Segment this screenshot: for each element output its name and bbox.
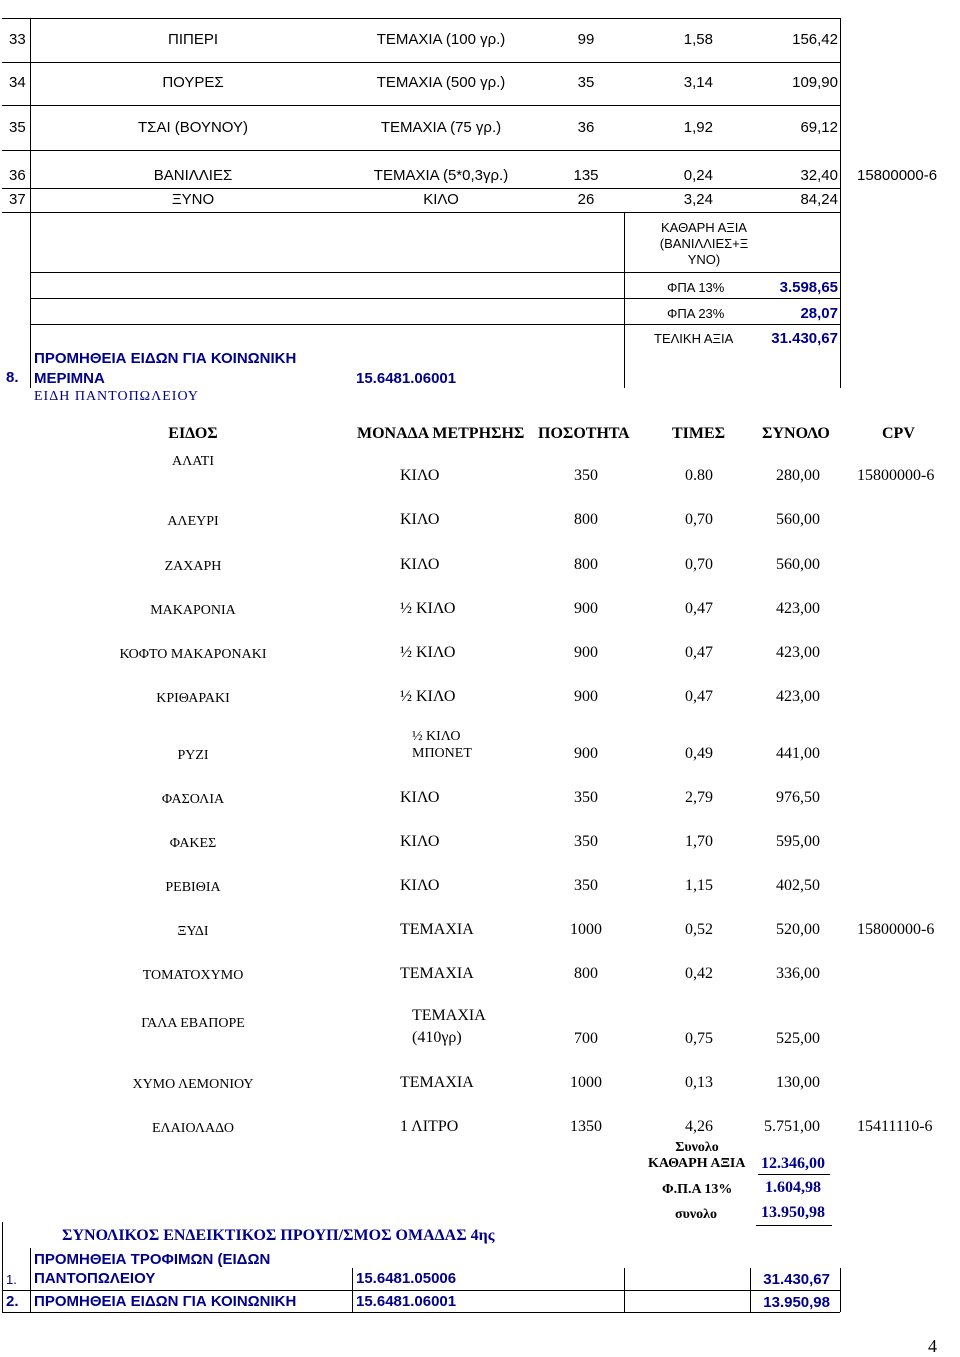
- vat13-label: ΦΠΑ 13%: [667, 280, 725, 295]
- header-total: ΣΥΝΟΛΟ: [762, 425, 830, 442]
- item-name: ΕΛΑΙΟΛΑΔΟ: [151, 1121, 235, 1136]
- item-name: ΒΑΝΙΛΛΙΕΣ: [153, 167, 233, 184]
- item-unit-line2: ΜΠΟΝΕΤ: [412, 746, 472, 761]
- sum-label: Συνολο: [675, 1140, 719, 1155]
- item-total: 69,12: [800, 119, 838, 136]
- item-unit-price: 0,13: [685, 1074, 713, 1091]
- item-unit: ½ ΚΙΛΟ: [400, 688, 456, 705]
- item-unit-price: 0,24: [683, 167, 713, 184]
- item-unit: ΚΙΛΟ: [423, 191, 459, 208]
- group-row-1-no: 1.: [6, 1272, 17, 1287]
- item-name: ΤΟΜΑΤΟΧΥΜΟ: [142, 968, 244, 983]
- item-quantity: 800: [574, 556, 598, 573]
- item-unit-price: 0,42: [685, 965, 713, 982]
- row-number: 35: [9, 119, 26, 136]
- section-title: ΠΡΟΜΗΘΕΙΑ ΕΙΔΩΝ ΓΙΑ ΚΟΙΝΩΝΙΚΗ: [34, 350, 297, 367]
- item-total: 130,00: [776, 1074, 820, 1091]
- item-quantity: 135: [573, 167, 599, 184]
- item-quantity: 350: [574, 789, 598, 806]
- item-name: ΑΛΕΥΡΙ: [167, 514, 219, 529]
- item-quantity: 900: [574, 644, 598, 661]
- item-unit: ΤΕΜΑΧΙΑ (75 γρ.): [380, 119, 502, 136]
- item-unit-price: 2,79: [685, 789, 713, 806]
- item-name: ΜΑΚΑΡΟΝΙΑ: [150, 603, 236, 618]
- item-unit-price: 0,70: [685, 511, 713, 528]
- group-row-1-title: ΠΡΟΜΗΘΕΙΑ ΤΡΟΦΙΜΩΝ (ΕΙΔΩΝ: [34, 1251, 271, 1268]
- group-row-1-amount: 31.430,67: [763, 1271, 830, 1288]
- item-unit-price: 3,14: [683, 74, 713, 91]
- item-total: 423,00: [776, 688, 820, 705]
- section-title-line2: ΜΕΡΙΜΝΑ: [34, 370, 105, 387]
- row-number: 33: [9, 31, 26, 48]
- item-quantity: 1350: [570, 1118, 602, 1135]
- item-unit: ΚΙΛΟ: [400, 556, 440, 573]
- item-quantity: 800: [574, 511, 598, 528]
- item-total: 32,40: [800, 167, 838, 184]
- item-quantity: 350: [574, 467, 598, 484]
- vat23-label: ΦΠΑ 23%: [667, 306, 725, 321]
- item-unit: ΤΕΜΑΧΙΑ: [412, 1007, 486, 1024]
- item-quantity: 800: [574, 965, 598, 982]
- item-name: ΠΙΠΕΡΙ: [167, 31, 219, 48]
- item-unit-price: 0,47: [685, 688, 713, 705]
- item-unit: ΤΕΜΑΧΙΑ (100 γρ.): [376, 31, 506, 48]
- group-row-1-code: 15.6481.05006: [356, 1270, 457, 1287]
- item-unit-price: 0,75: [685, 1030, 713, 1047]
- item-name: ΞΥΝΟ: [171, 191, 215, 208]
- item-name: ΧΥΜΟ ΛΕΜΟΝΙΟΥ: [132, 1077, 254, 1092]
- item-quantity: 26: [577, 191, 595, 208]
- item-total: 520,00: [776, 921, 820, 938]
- item-name: ΤΣΑΙ (ΒΟΥΝΟΥ): [138, 119, 248, 136]
- header-unit: ΜΟΝΑΔΑ ΜΕΤΡΗΣΗΣ: [357, 425, 525, 442]
- vat13-value: 3.598,65: [779, 279, 838, 296]
- item-unit-price: 0.80: [685, 467, 713, 484]
- item-total: 5.751,00: [764, 1118, 820, 1135]
- vat-value: 1.604,98: [765, 1179, 821, 1196]
- item-unit: ΚΙΛΟ: [400, 511, 440, 528]
- item-total: 109,90: [792, 74, 838, 91]
- section-number: 8.: [6, 369, 19, 386]
- item-total: 156,42: [792, 31, 838, 48]
- item-unit: ½ ΚΙΛΟ: [400, 600, 456, 617]
- net-value-label: ΚΑΘΑΡΗ ΑΞΙΑ: [661, 220, 747, 235]
- item-total: 280,00: [776, 467, 820, 484]
- final-value-label: ΤΕΛΙΚΗ ΑΞΙΑ: [654, 331, 734, 346]
- item-unit-price: 0,47: [685, 644, 713, 661]
- item-unit: ½ ΚΙΛΟ: [412, 729, 461, 744]
- item-total: 525,00: [776, 1030, 820, 1047]
- item-quantity: 900: [574, 600, 598, 617]
- item-unit: ΚΙΛΟ: [400, 467, 440, 484]
- item-unit: ½ ΚΙΛΟ: [400, 644, 456, 661]
- item-unit-price: 3,24: [683, 191, 713, 208]
- item-name: ΖΑΧΑΡΗ: [164, 559, 222, 574]
- item-unit-line2: (410γρ): [412, 1029, 462, 1046]
- section-subtitle: ΕΙΔΗ ΠΑΝΤΟΠΩΛΕΙΟΥ: [34, 389, 199, 404]
- item-quantity: 36: [577, 119, 595, 136]
- item-quantity: 900: [574, 745, 598, 762]
- item-unit-price: 0,52: [685, 921, 713, 938]
- item-unit: ΤΕΜΑΧΙΑ: [400, 921, 474, 938]
- item-unit-price: 1,70: [685, 833, 713, 850]
- item-total: 84,24: [800, 191, 838, 208]
- item-quantity: 350: [574, 833, 598, 850]
- item-quantity: 35: [577, 74, 595, 91]
- group-row-2-title: ΠΡΟΜΗΘΕΙΑ ΕΙΔΩΝ ΓΙΑ ΚΟΙΝΩΝΙΚΗ: [34, 1293, 297, 1310]
- item-quantity: 1000: [570, 1074, 602, 1091]
- item-unit: ΤΕΜΑΧΙΑ: [400, 1074, 474, 1091]
- item-name: ΠΟΥΡΕΣ: [162, 74, 224, 91]
- item-name: ΡΥΖΙ: [177, 748, 209, 763]
- item-unit-price: 1,58: [683, 31, 713, 48]
- row-number: 34: [9, 74, 26, 91]
- header-qty: ΠΟΣΟΤΗΤΑ: [538, 425, 630, 442]
- net-value-label-line3: ΥΝΟ): [687, 252, 721, 267]
- item-total: 560,00: [776, 511, 820, 528]
- item-total: 402,50: [776, 877, 820, 894]
- item-quantity: 1000: [570, 921, 602, 938]
- item-cpv: 15800000-6: [857, 921, 935, 938]
- item-name: ΡΕΒΙΘΙΑ: [165, 880, 221, 895]
- group-row-2-no: 2.: [6, 1293, 19, 1310]
- group-row-2-amount: 13.950,98: [763, 1294, 830, 1311]
- item-name: ΚΡΙΘΑΡΑΚΙ: [156, 691, 230, 706]
- item-unit: ΚΙΛΟ: [400, 877, 440, 894]
- group-row-2-code: 15.6481.06001: [356, 1293, 457, 1310]
- item-name: ΞΥΔΙ: [177, 924, 209, 939]
- sum-value: 12.346,00: [761, 1155, 825, 1172]
- item-unit-price: 4,26: [685, 1118, 713, 1135]
- vat-label: Φ.Π.Α 13%: [662, 1182, 733, 1197]
- item-cpv: 15411110-6: [857, 1118, 933, 1135]
- item-unit: ΚΙΛΟ: [400, 789, 440, 806]
- page-number: 4: [928, 1336, 937, 1356]
- item-cpv: 15800000-6: [857, 167, 938, 184]
- item-total: 441,00: [776, 745, 820, 762]
- grand-total-value: 13.950,98: [761, 1204, 825, 1221]
- item-quantity: 900: [574, 688, 598, 705]
- item-name: ΑΛΑΤΙ: [171, 454, 215, 469]
- item-total: 423,00: [776, 644, 820, 661]
- item-unit: ΚΙΛΟ: [400, 833, 440, 850]
- final-value: 31.430,67: [771, 330, 838, 347]
- item-total: 336,00: [776, 965, 820, 982]
- item-quantity: 99: [577, 31, 595, 48]
- item-unit-price: 0,70: [685, 556, 713, 573]
- item-total: 560,00: [776, 556, 820, 573]
- row-number: 37: [9, 191, 26, 208]
- item-unit-price: 0,47: [685, 600, 713, 617]
- item-unit: ΤΕΜΑΧΙΑ (500 γρ.): [376, 74, 506, 91]
- item-cpv: 15800000-6: [857, 467, 935, 484]
- item-total: 423,00: [776, 600, 820, 617]
- item-total: 976,50: [776, 789, 820, 806]
- item-unit-price: 1,15: [685, 877, 713, 894]
- grand-total-label: συνολο: [675, 1207, 718, 1222]
- item-unit-price: 0,49: [685, 745, 713, 762]
- header-cpv: CPV: [882, 425, 915, 442]
- net-value-label-line2: (ΒΑΝΙΛΛΙΕΣ+Ξ: [659, 236, 749, 251]
- item-unit: 1 ΛΙΤΡΟ: [400, 1118, 459, 1135]
- sum-label-line2: ΚΑΘΑΡΗ ΑΞΙΑ: [648, 1156, 746, 1171]
- item-unit: ΤΕΜΑΧΙΑ (5*0,3γρ.): [373, 167, 509, 184]
- item-unit-price: 1,92: [683, 119, 713, 136]
- row-number: 36: [9, 167, 26, 184]
- section-code: 15.6481.06001: [356, 370, 457, 387]
- group-row-1-title-line2: ΠΑΝΤΟΠΩΛΕΙΟΥ: [34, 1270, 156, 1287]
- group-title: ΣΥΝΟΛΙΚΟΣ ΕΝΔΕΙΚΤΙΚΟΣ ΠΡΟΥΠ/ΣΜΟΣ ΟΜΑΔΑΣ 4ης: [62, 1227, 495, 1244]
- item-quantity: 350: [574, 877, 598, 894]
- item-quantity: 700: [574, 1030, 598, 1047]
- header-price: ΤΙΜΕΣ: [672, 425, 726, 442]
- header-item: ΕΙΔΟΣ: [168, 425, 218, 442]
- vat23-value: 28,07: [800, 305, 838, 322]
- item-unit: ΤΕΜΑΧΙΑ: [400, 965, 474, 982]
- item-name: ΚΟΦΤΟ ΜΑΚΑΡΟΝΑΚΙ: [119, 647, 267, 662]
- item-name: ΦΑΚΕΣ: [169, 836, 217, 851]
- item-name: ΦΑΣΟΛΙΑ: [161, 792, 225, 807]
- item-name: ΓΑΛΑ ΕΒΑΠΟΡΕ: [141, 1016, 245, 1031]
- item-total: 595,00: [776, 833, 820, 850]
